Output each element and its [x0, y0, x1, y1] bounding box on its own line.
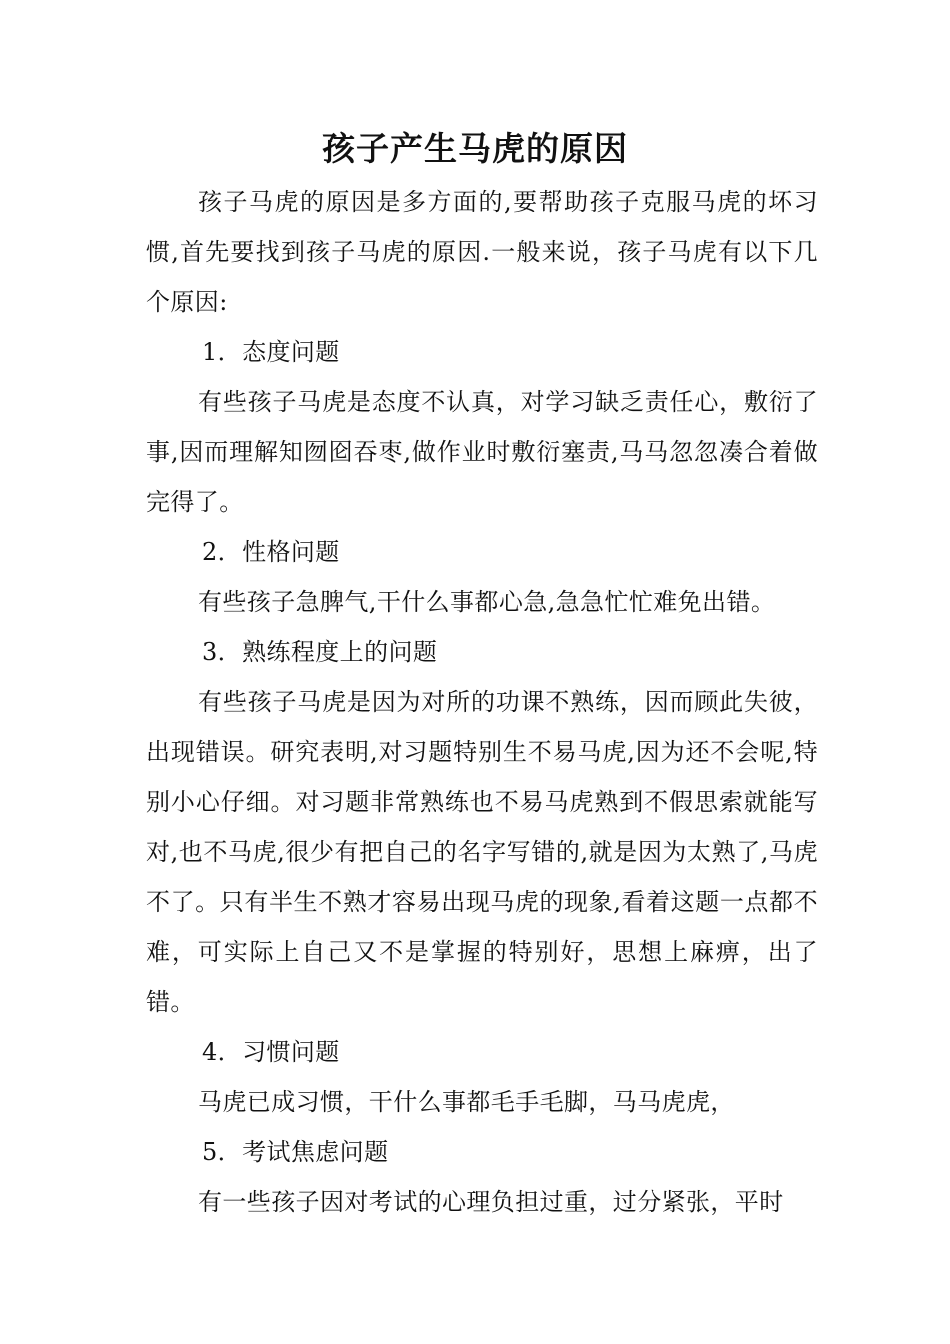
section-paragraph: 有些孩子马虎是态度不认真，对学习缺乏责任心，敷衍了事,因而理解知囫囵吞枣,做作业时敷衍塞责,马马忽忽凑合着做完得了。 [146, 388, 818, 516]
document-body [146, 177, 818, 1227]
section-heading: 4．习惯问题 [202, 1038, 340, 1066]
section-5 [146, 1127, 818, 1227]
document-title: 孩子产生马虎的原因 [322, 129, 628, 168]
section-heading: 3．熟练程度上的问题 [202, 638, 438, 666]
section-heading: 5．考试焦虑问题 [202, 1138, 389, 1166]
section-heading: 1．态度问题 [202, 338, 340, 366]
section-paragraph: 有些孩子急脾气,干什么事都心急,急急忙忙难免出错。 [198, 588, 776, 616]
section-1 [146, 327, 818, 527]
section-paragraph: 马虎已成习惯，干什么事都毛手毛脚，马马虎虎， [198, 1088, 735, 1116]
section-paragraph: 有些孩子马虎是因为对所的功课不熟练，因而顾此失彼，出现错误。研究表明,对习题特别生不易马虎,因为还不会呢,特别小心仔细。对习题非常熟练也不易马虎熟到不假思索就能写对,也不马虎,很少有把自己的名字写错的,就是因为太熟了,马虎不了。只有半生不熟才容易出现马虎的现象,看着这题一点都不难，可实际上自己又不是掌握的特别好，思想上麻痹，出了错。 [146, 688, 818, 1016]
intro-paragraph: 孩子马虎的原因是多方面的,要帮助孩子克服马虎的坏习惯,首先要找到孩子马虎的原因.一般来说，孩子马虎有以下几个原因: [146, 188, 818, 316]
section-3 [146, 627, 818, 1027]
section-4 [146, 1027, 818, 1127]
section-paragraph: 有一些孩子因对考试的心理负担过重，过分紧张，平时 [198, 1188, 784, 1216]
section-heading: 2．性格问题 [202, 538, 340, 566]
section-2 [146, 527, 818, 627]
